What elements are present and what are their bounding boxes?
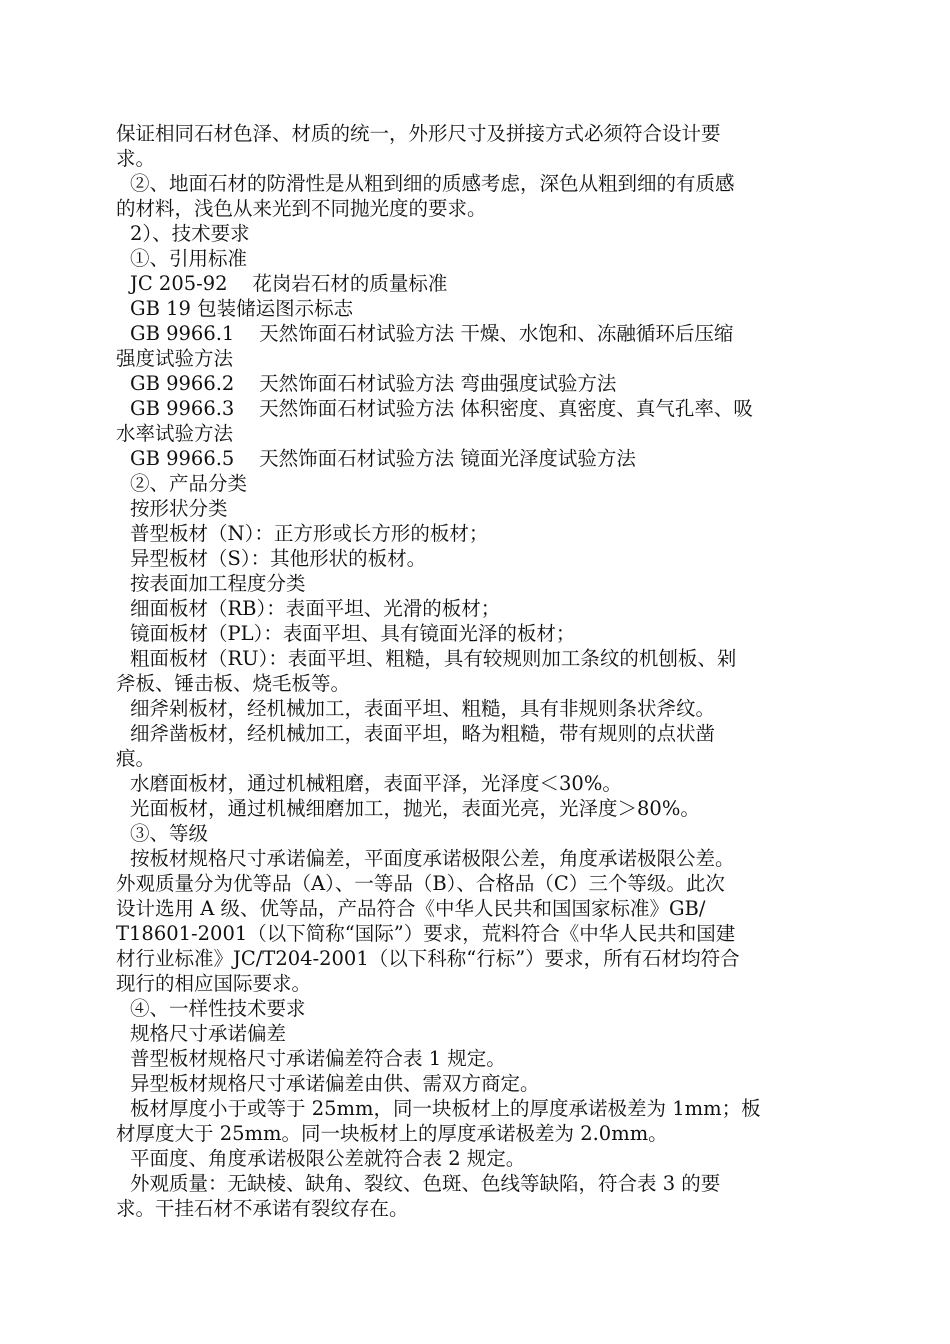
text-line: 板材厚度小于或等于 25mm，同一块板材上的厚度承诺极差为 1mm；板 [130, 1097, 761, 1120]
text-line: 求。 [116, 147, 156, 170]
text-line: 材厚度大于 25mm。同一块板材上的厚度承诺极差为 2.0mm。 [116, 1122, 668, 1145]
text-line: 按板材规格尺寸承诺偏差，平面度承诺极限公差，角度承诺极限公差。 [130, 847, 735, 870]
text-line: GB 9966.1 天然饰面石材试验方法 干燥、水饱和、冻融循环后压缩 [130, 322, 734, 345]
text-line: 强度试验方法 [116, 347, 234, 370]
text-line: 外观质量分为优等品（A）、一等品（B）、合格品（C）三个等级。此次 [116, 872, 725, 895]
text-line: GB 9966.5 天然饰面石材试验方法 镜面光泽度试验方法 [130, 447, 636, 470]
text-line: 规格尺寸承诺偏差 [130, 1022, 287, 1045]
text-line: 的材料，浅色从来光到不同抛光度的要求。 [116, 197, 487, 220]
text-line: 普型板材（N）：正方形或长方形的板材； [130, 522, 489, 545]
text-line: 普型板材规格尺寸承诺偏差符合表 1 规定。 [130, 1047, 506, 1070]
text-line: ②、地面石材的防滑性是从粗到细的质感考虑，深色从粗到细的有质感 [130, 172, 735, 195]
text-line: GB 19 包装储运图示标志 [130, 297, 354, 320]
text-line: 痕。 [116, 747, 156, 770]
text-line: ①、引用标准 [130, 247, 248, 270]
text-line: 斧板、锤击板、烧毛板等。 [116, 672, 351, 695]
text-line: 异型板材规格尺寸承诺偏差由供、需双方商定。 [130, 1072, 540, 1095]
text-line: 光面板材，通过机械细磨加工，抛光，表面光亮，光泽度＞80%。 [130, 797, 700, 820]
text-line: 保证相同石材色泽、材质的统一，外形尺寸及拼接方式必须符合设计要 [116, 122, 721, 145]
text-line: 细斧凿板材，经机械加工，表面平坦，略为粗糙，带有规则的点状凿 [130, 722, 716, 745]
text-line: 粗面板材（RU）：表面平坦、粗糙，具有较规则加工条纹的机刨板、剁 [130, 647, 737, 670]
text-line: 设计选用 A 级、优等品，产品符合《中华人民共和国国家标准》GB/ [116, 897, 706, 920]
text-line: 水磨面板材，通过机械粗磨，表面平泽，光泽度＜30%。 [130, 772, 622, 795]
text-line: ④、一样性技术要求 [130, 997, 306, 1020]
text-line: GB 9966.3 天然饰面石材试验方法 体积密度、真密度、真气孔率、吸 [130, 397, 753, 420]
text-line: 细斧剁板材，经机械加工，表面平坦、粗糙，具有非规则条状斧纹。 [130, 697, 716, 720]
text-line: ③、等级 [130, 822, 209, 845]
text-line: 细面板材（RB）：表面平坦、光滑的板材； [130, 597, 501, 620]
text-line: 现行的相应国际要求。 [116, 972, 312, 995]
text-line: ②、产品分类 [130, 472, 248, 495]
text-line: GB 9966.2 天然饰面石材试验方法 弯曲强度试验方法 [130, 372, 617, 395]
text-line: 按表面加工程度分类 [130, 572, 306, 595]
text-line: 镜面板材（PL）：表面平坦、具有镜面光泽的板材； [130, 622, 576, 645]
text-line: 按形状分类 [130, 497, 228, 520]
text-line: 平面度、角度承诺极限公差就符合表 2 规定。 [130, 1147, 526, 1170]
text-line: 外观质量：无缺棱、缺角、裂纹、色斑、色线等缺陷，符合表 3 的要 [130, 1172, 721, 1195]
text-line: T18601-2001（以下简称“国际”）要求，荒料符合《中华人民共和国建 [116, 922, 736, 945]
text-line: 材行业标准》JC/T204-2001（以下科称“行标”）要求，所有石材均符合 [116, 947, 740, 970]
text-line: 水率试验方法 [116, 422, 234, 445]
text-line: 异型板材（S）：其他形状的板材。 [130, 547, 427, 570]
document-body [116, 121, 836, 1221]
text-line: 求。干挂石材不承诺有裂纹存在。 [116, 1197, 409, 1220]
text-line: 2）、技术要求 [130, 222, 250, 245]
text-line: JC 205-92 花岗岩石材的质量标准 [130, 272, 448, 295]
